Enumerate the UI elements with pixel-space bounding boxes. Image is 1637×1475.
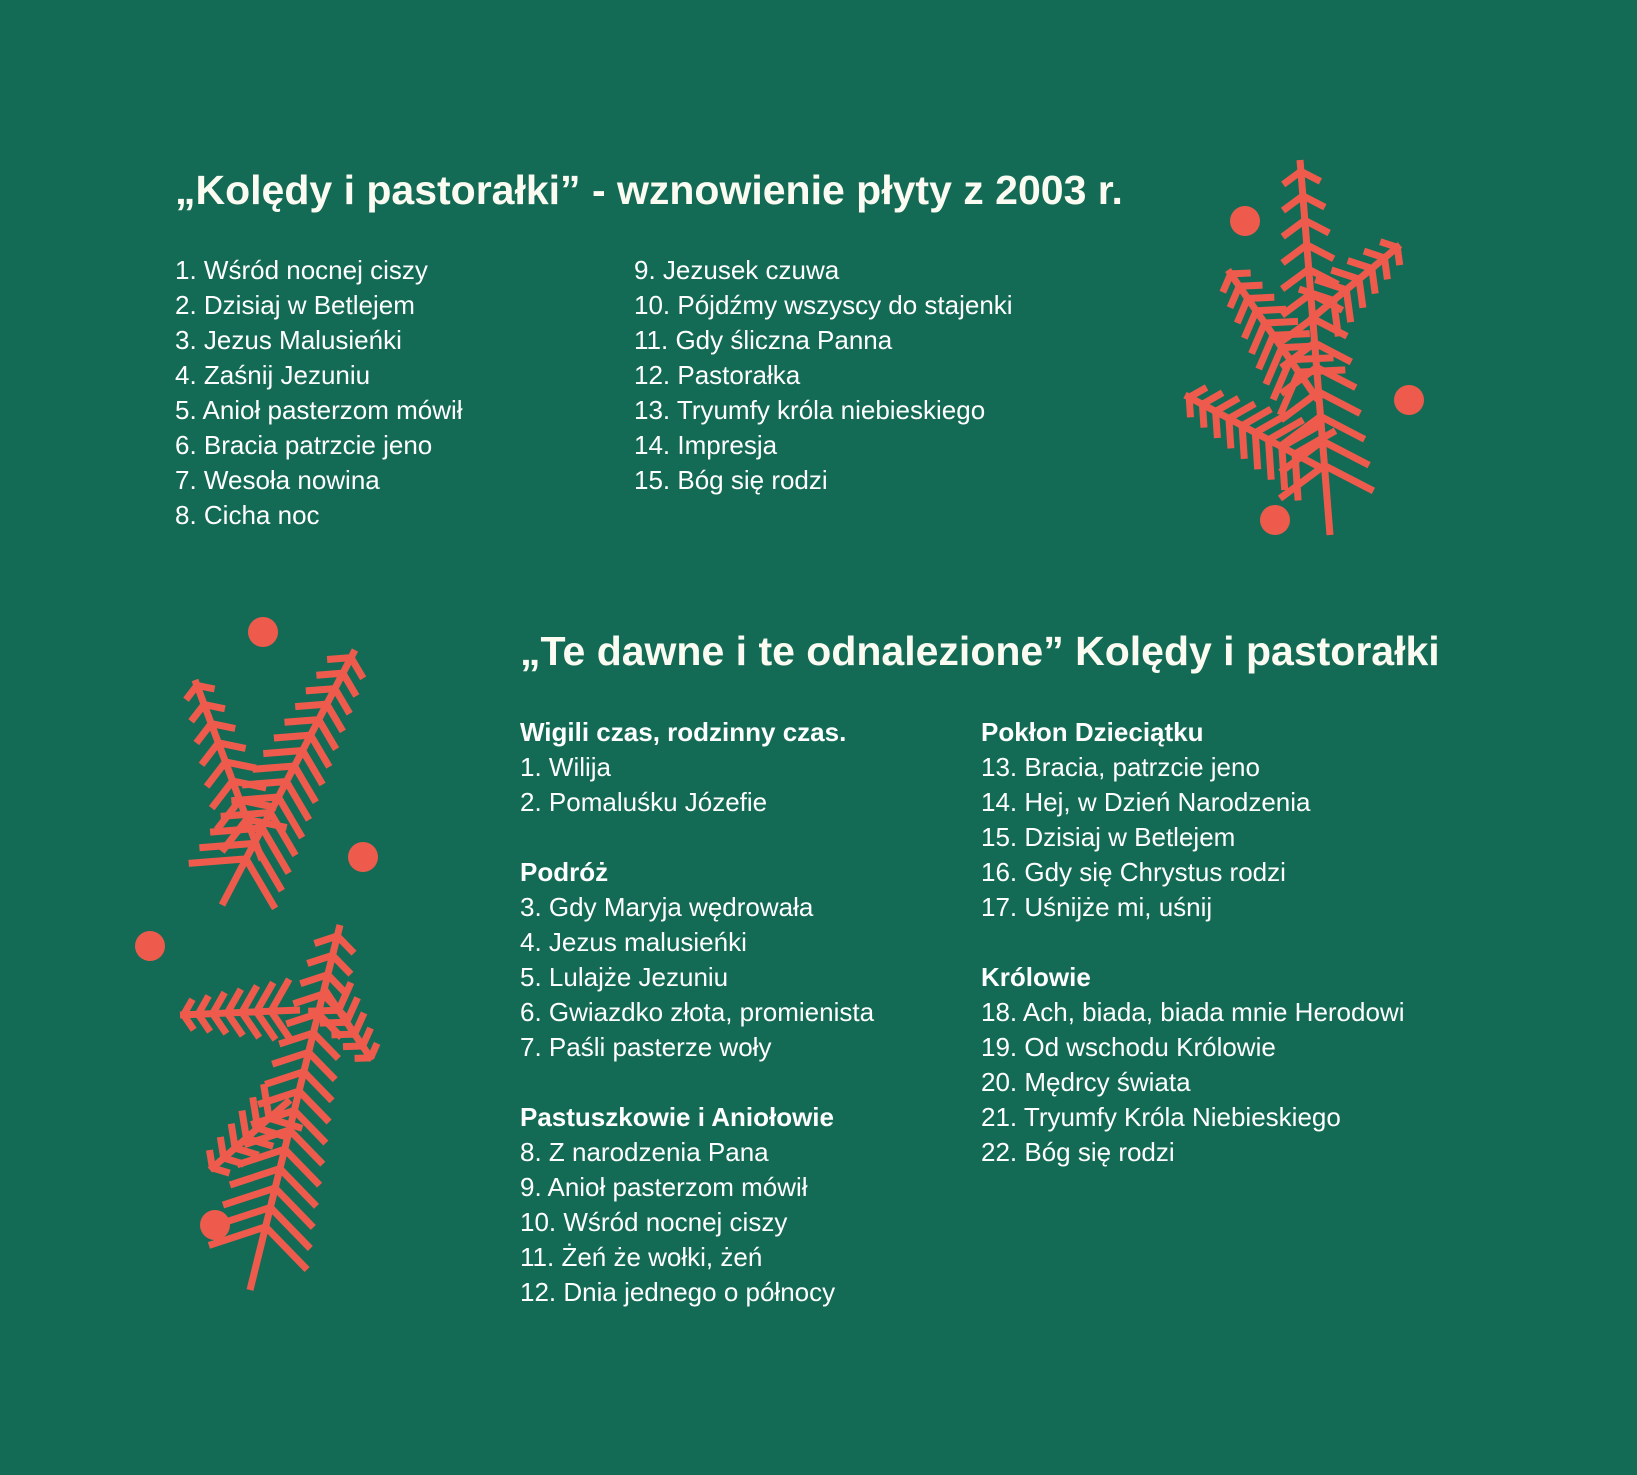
track-item: 16. Gdy się Chrystus rodzi	[981, 857, 1286, 887]
track-item: 21. Tryumfy Króla Niebieskiego	[981, 1102, 1341, 1132]
track-item: 19. Od wschodu Królowie	[981, 1032, 1276, 1062]
track-item: 2. Pomaluśku Józefie	[520, 787, 768, 817]
track-item: 7. Wesoła nowina	[175, 465, 380, 495]
track-item: 8. Cicha noc	[175, 500, 320, 530]
track-item: 7. Paśli pasterze woły	[520, 1032, 772, 1062]
berry-icon	[248, 617, 278, 647]
track-item: 5. Lulajże Jezuniu	[520, 962, 729, 992]
group-title: Wigili czas, rodzinny czas.	[520, 717, 847, 747]
track-item: 13. Bracia, patrzcie jeno	[981, 752, 1260, 782]
track-item: 11. Żeń że wołki, żeń	[520, 1242, 763, 1272]
group-title: Królowie	[981, 962, 1091, 992]
track-item: 6. Bracia patrzcie jeno	[175, 430, 433, 460]
berry-icon	[348, 842, 378, 872]
track-item: 3. Jezus Malusieńki	[175, 325, 402, 355]
album1-title: „Kolędy i pastorałki” - wznowienie płyty z 2003 r.	[175, 167, 1123, 213]
track-item: 10. Pójdźmy wszyscy do stajenki	[634, 290, 1013, 320]
pine-needles-icon	[180, 979, 300, 1041]
group-title: Pastuszkowie i Aniołowie	[520, 1102, 834, 1132]
group-title: Podróż	[520, 857, 609, 887]
album2-title: „Te dawne i te odnalezione” Kolędy i pastorałki	[520, 628, 1440, 674]
track-item: 9. Jezusek czuwa	[634, 255, 840, 285]
track-item: 12. Pastorałka	[634, 360, 801, 390]
berry-icon	[200, 1210, 230, 1240]
track-item: 10. Wśród nocnej ciszy	[520, 1207, 788, 1237]
track-item: 4. Zaśnij Jezuniu	[175, 360, 371, 390]
track-item: 14. Impresja	[634, 430, 778, 460]
track-item: 13. Tryumfy króla niebieskiego	[634, 395, 986, 425]
track-item: 1. Wilija	[520, 752, 612, 782]
track-item: 15. Dzisiaj w Betlejem	[981, 822, 1236, 852]
berry-icon	[135, 931, 165, 961]
track-item: 4. Jezus malusieńki	[520, 927, 747, 957]
track-item: 9. Anioł pasterzom mówił	[520, 1172, 808, 1202]
track-item: 1. Wśród nocnej ciszy	[175, 255, 428, 285]
track-item: 17. Uśnijże mi, uśnij	[981, 892, 1213, 922]
track-item: 12. Dnia jednego o północy	[520, 1277, 836, 1307]
track-item: 6. Gwiazdko złota, promienista	[520, 997, 875, 1027]
track-item: 8. Z narodzenia Pana	[520, 1137, 769, 1167]
track-item: 20. Mędrcy świata	[981, 1067, 1191, 1097]
track-item: 11. Gdy śliczna Panna	[634, 325, 893, 355]
track-item: 3. Gdy Maryja wędrowała	[520, 892, 814, 922]
track-item: 22. Bóg się rodzi	[981, 1137, 1175, 1167]
group-title: Pokłon Dzieciątku	[981, 717, 1204, 747]
track-item: 15. Bóg się rodzi	[634, 465, 828, 495]
track-item: 5. Anioł pasterzom mówił	[175, 395, 463, 425]
track-item: 14. Hej, w Dzień Narodzenia	[981, 787, 1311, 817]
track-item: 18. Ach, biada, biada mnie Herodowi	[981, 997, 1405, 1027]
track-item: 2. Dzisiaj w Betlejem	[175, 290, 415, 320]
